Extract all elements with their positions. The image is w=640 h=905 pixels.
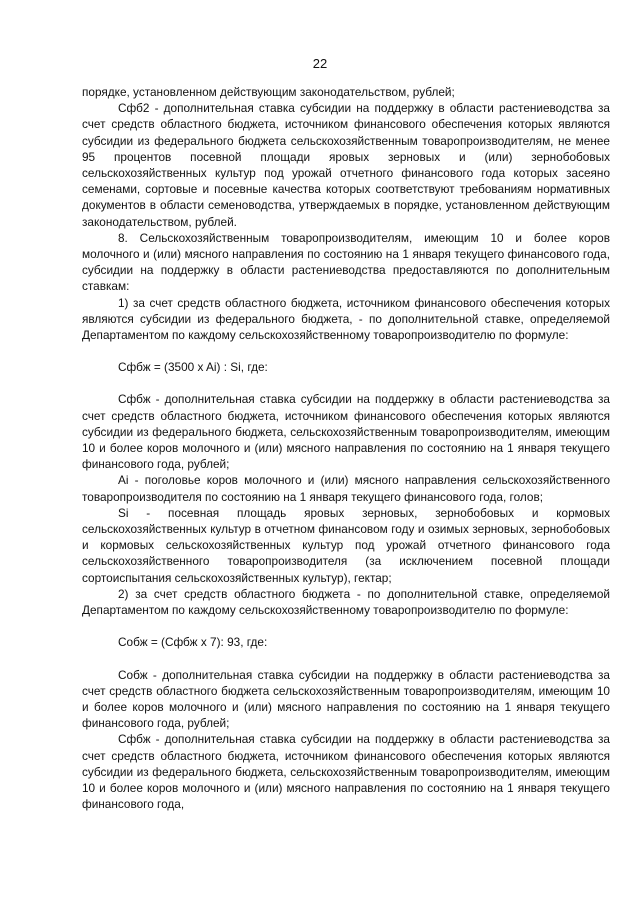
paragraph: 8. Сельскохозяйственным товаропроизводителям, имеющим 10 и более коров молочного и (или) мясного направления по состоянию на 1 января текущего финансового года, субсидии на поддержку в области растениеводства предоставляются по дополнительным ставкам: <box>82 230 610 294</box>
paragraph: Сфбж = (3500 x Ai) : Si, где: <box>118 360 268 375</box>
paragraph: Сфб2 - дополнительная ставка субсидии на поддержку в области растениеводства за счет средств областного бюджета, источником финансового обеспечения которых являются субсидии из федерального бюджета сельскохозяйственным товаропроизводителям, не менее 95 процентов посевной площади яровых зерновых и (или) зернобобовых сельскохозяйственных культур под урожай отчетного финансового года которых засеяно семенами, сортовые и посевные качества которых соответствуют требованиям нормативных документов в области семеноводства, утверждаемых в порядке, установленном действующим законодательством, рублей. <box>82 101 610 229</box>
paragraph: порядке, установленном действующим законодательством, рублей; <box>82 85 455 99</box>
paragraph: Si - посевная площадь яровых зерновых, зернобобовых и кормовых сельскохозяйственных культур в отчетном финансовом году и озимых зерновых, зернобобовых и кормовых сельскохозяйственных культур под урожай отчетного финансового года сельскохозяйственного товаропроизводителя (за исключением посевной площади сортоиспытания сельскохозяйственных культур), гектар; <box>82 505 610 585</box>
paragraph-spacer <box>82 375 610 391</box>
paragraph: Сфбж - дополнительная ставка субсидии на поддержку в области растениеводства за счет средств областного бюджета, источником финансового обеспечения которых являются субсидии из федерального бюджета, сельскохозяйственным товаропроизводителям, имеющим 10 и более коров молочного и (или) мясного направления по состоянию на 1 января текущего финансового года, рублей; <box>82 392 610 472</box>
paragraph: Сфбж - дополнительная ставка субсидии на поддержку в области растениеводства за счет средств областного бюджета, источником финансового обеспечения которых являются субсидии из федерального бюджета, сельскохозяйственным товаропроизводителям, имеющим 10 и более коров молочного и (или) мясного направления по состоянию на 1 января текущего финансового года, <box>82 732 610 812</box>
paragraph: 2) за счет средств областного бюджета - по дополнительной ставке, определяемой Департаментом по каждому сельскохозяйственному товаропроизводителю по формуле: <box>82 586 610 618</box>
paragraph-spacer <box>82 651 610 667</box>
paragraph: Ai - поголовье коров молочного и (или) мясного направления сельскохозяйственного товаропроизводителя по состоянию на 1 января текущего финансового года, голов; <box>82 473 610 504</box>
paragraph: 1) за счет средств областного бюджета, источником финансового обеспечения которых являются субсидии из федерального бюджета, - по дополнительной ставке, определяемой Департаментом по каждому сельскохозяйственному товаропроизводителю по формуле: <box>82 295 610 343</box>
paragraph-spacer <box>82 343 610 359</box>
paragraph: Собж - дополнительная ставка субсидии на поддержку в области растениеводства за счет средств областного бюджета сельскохозяйственным товаропроизводителям, имеющим 10 и более коров молочного и (или) мясного направления по состоянию на 1 января текущего финансового года, рублей; <box>82 667 610 731</box>
paragraph: Собж = (Сфбж x 7): 93, где: <box>118 635 268 650</box>
document-body <box>82 84 610 812</box>
page-number: 22 <box>312 56 328 71</box>
paragraph-spacer <box>82 618 610 634</box>
